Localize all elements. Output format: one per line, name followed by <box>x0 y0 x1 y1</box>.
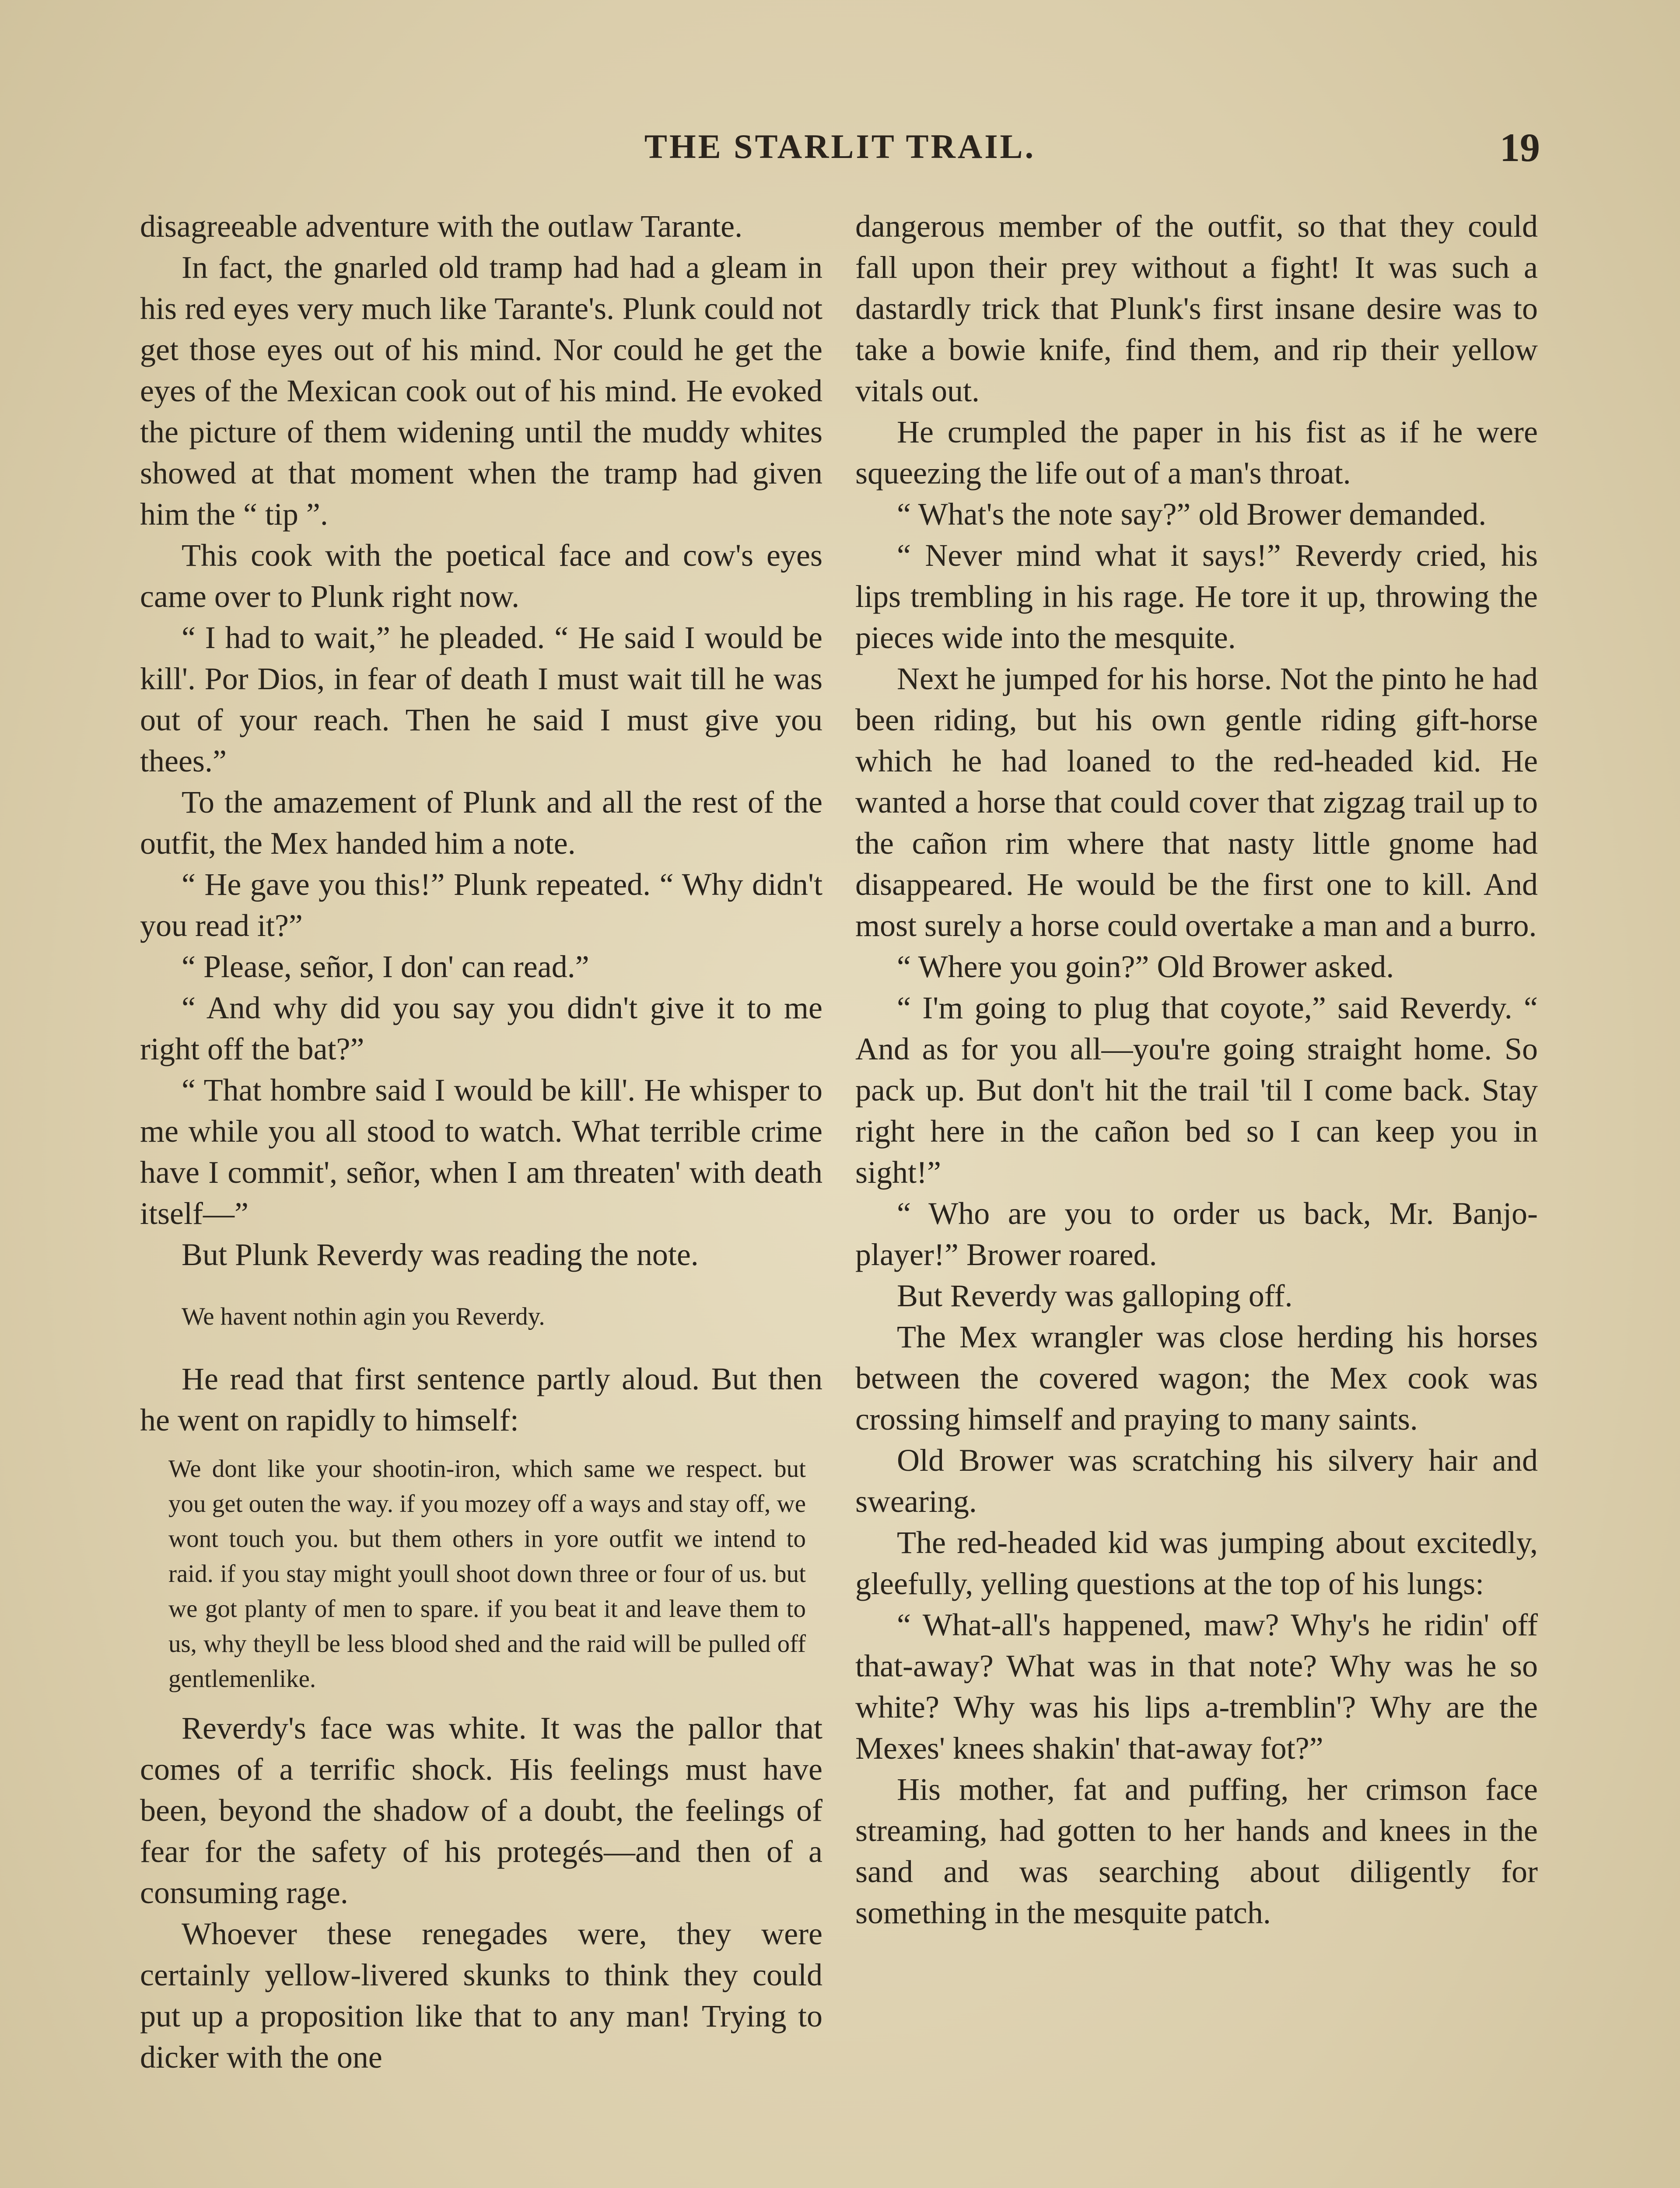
paragraph: “ I had to wait,” he pleaded. “ He said I would be kill'. Por Dios, in fear of death I must wait till he was out of your reach. Then he said I must give you thees.” <box>140 620 822 778</box>
right-column <box>855 206 1538 2188</box>
paragraph: He read that first sentence partly aloud. But then he went on rapidly to himself: <box>140 1361 822 1438</box>
note-excerpt-first-line <box>140 1299 822 1334</box>
paragraph: Old Brower was scratching his silvery hair and swearing. <box>855 1443 1538 1519</box>
page-header <box>140 127 1540 179</box>
left-column <box>140 206 822 2188</box>
paragraph: dangerous member of the outfit, so that they could fall upon their prey without a fight! It was such a dastardly trick that Plunk's first insane desire was to take a bowie knife, find them, and rip their yellow vitals out. <box>855 209 1538 408</box>
paragraph: “ Never mind what it says!” Reverdy cried, his lips trembling in his rage. He tore it up, throwing the pieces wide into the mesquite. <box>855 538 1538 655</box>
paragraph: The Mex wrangler was close herding his horses between the covered wagon; the Mex cook was crossing himself and praying to many saints. <box>855 1319 1538 1437</box>
paragraph: His mother, fat and puffing, her crimson face streaming, had gotten to her hands and knees in the sand and was searching about diligently for something in the mesquite patch. <box>855 1772 1538 1930</box>
paragraph: “ And why did you say you didn't give it to me right off the bat?” <box>140 990 822 1066</box>
paragraph: But Plunk Reverdy was reading the note. <box>182 1237 699 1272</box>
paragraph: “ Where you goin?” Old Brower asked. <box>897 949 1394 984</box>
paragraph: “ That hombre said I would be kill'. He whisper to me while you all stood to watch. What terrible crime have I commit', señor, when I am threaten' with death itself—” <box>140 1073 822 1231</box>
paragraph: “ Please, señor, I don' can read.” <box>182 949 589 984</box>
paragraph: In fact, the gnarled old tramp had had a gleam in his red eyes very much like Tarante's. Plunk could not get those eyes out of his mind. Nor could he get the eyes of the Mexican cook out of his mind. He evoked the picture of them widening until the muddy whites showed at that moment when the tramp had given him the “ tip ”. <box>140 250 822 532</box>
paragraph: He crumpled the paper in his fist as if he were squeezing the life out of a man's throat. <box>855 414 1538 491</box>
page-number: 19 <box>1500 125 1540 170</box>
paragraph: “ He gave you this!” Plunk repeated. “ Why didn't you read it?” <box>140 867 822 943</box>
paragraph: Next he jumped for his horse. Not the pinto he had been riding, but his own gentle riding gift-horse which he had loaned to the red-headed kid. He wanted a horse that could cover that zigzag trail up to the cañon rim where that nasty little gnome had disappeared. He would be the first one to kill. And most surely a horse could overtake a man and a burro. <box>855 661 1538 943</box>
paragraph: But Reverdy was galloping off. <box>897 1278 1293 1313</box>
note-excerpt-body <box>140 1452 822 1697</box>
paragraph: “ What-all's happened, maw? Why's he ridin' off that-away? What was in that note? Why was he so white? Why was his lips a-tremblin'? Why are the Mexes' knees shakin' that-away fot?” <box>855 1607 1538 1766</box>
running-head: THE STARLIT TRAIL. <box>644 127 1036 165</box>
paragraph: Reverdy's face was white. It was the pallor that comes of a terrific shock. His feelings must have been, beyond the shadow of a doubt, the feelings of fear for the safety of his protegés—and then of a consuming rage. <box>140 1711 822 1910</box>
paragraph: “ I'm going to plug that coyote,” said Reverdy. “ And as for you all—you're going straight home. So pack up. But don't hit the trail 'til I come back. Stay right here in the cañon bed so I can keep you in sight!” <box>855 990 1538 1190</box>
paragraph: “ What's the note say?” old Brower demanded. <box>897 497 1487 532</box>
paragraph: To the amazement of Plunk and all the rest of the outfit, the Mex handed him a note. <box>140 785 822 861</box>
paragraph: “ Who are you to order us back, Mr. Banjo-player!” Brower roared. <box>855 1196 1538 1272</box>
note-text: We havent nothin agin you Reverdy. <box>182 1303 545 1330</box>
paragraph: The red-headed kid was jumping about excitedly, gleefully, yelling questions at the top of his lungs: <box>855 1525 1538 1601</box>
paragraph: Whoever these renegades were, they were certainly yellow-livered skunks to think they could put up a proposition like that to any man! Trying to dicker with the one <box>140 1916 822 2075</box>
paragraph: This cook with the poetical face and cow's eyes came over to Plunk right now. <box>140 538 822 614</box>
note-text: We dont like your shootin-iron, which same we respect. but you get outen the way. if you mozey off a ways and stay off, we wont touch you. but them others in yore outfit we intend to raid. if you stay might youll shoot down three or four of us. but we got planty of men to spare. if you beat it and leave them to us, why theyll be less blood shed and the raid will be pulled off gentlemenlike. <box>168 1455 806 1693</box>
paragraph: disagreeable adventure with the outlaw Tarante. <box>140 209 743 244</box>
